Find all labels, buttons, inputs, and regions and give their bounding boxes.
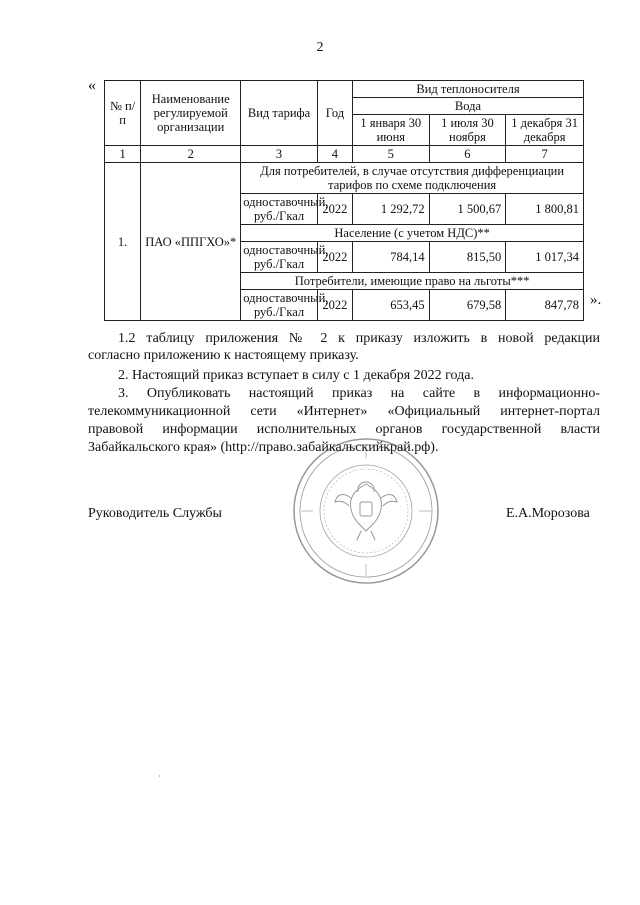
header-period-3: 1 декабря 31 декабря: [506, 115, 584, 146]
value-cell: 1 292,72: [352, 194, 429, 225]
value-cell: 679,58: [429, 290, 506, 321]
tariff-type: одноставочный, руб./Гкал: [241, 290, 318, 321]
paragraph-1-2-line-1: 1.2 таблицу приложения № 2 к приказу изложить в новой редакции: [118, 331, 600, 346]
year-cell: 2022: [317, 290, 352, 321]
paragraph-3-line-4: Забайкальского края» (http://право.забайкальскийкрай.рф).: [88, 440, 439, 455]
paragraph-1-2-line-2: согласно приложению к настоящему приказу.: [88, 348, 359, 363]
header-period-2: 1 июля 30 ноября: [429, 115, 506, 146]
col-number-5: 5: [352, 146, 429, 163]
paragraph-3-line-2: телекоммуникационной сети «Интернет» «Официальный интернет-портал: [88, 404, 600, 419]
opening-quote: «: [88, 77, 96, 94]
signatory-name: Е.А.Морозова: [506, 506, 590, 521]
header-tariff: Вид тарифа: [241, 81, 318, 146]
header-carrier: Вид теплоносителя: [352, 81, 583, 98]
tariff-type: одноставочный, руб./Гкал: [241, 242, 318, 273]
scan-mark: [159, 775, 160, 777]
header-year: Год: [317, 81, 352, 146]
value-cell: 815,50: [429, 242, 506, 273]
paragraph-3-line-3: правовой информации исполнительных органов государственной власти: [88, 422, 600, 437]
official-seal-stamp: [291, 436, 441, 586]
tariff-type: одноставочный, руб./Гкал: [241, 194, 318, 225]
tariff-table: [104, 80, 584, 321]
group-title: Потребители, имеющие право на льготы***: [241, 273, 584, 290]
group-title: Для потребителей, в случае отсутствия дифференциации тарифов по схеме подключения: [241, 163, 584, 194]
value-cell: 1 017,34: [506, 242, 584, 273]
value-cell: 847,78: [506, 290, 584, 321]
value-cell: 1 800,81: [506, 194, 584, 225]
organization-name: ПАО «ППГХО»*: [141, 163, 241, 321]
header-org: Наименование регулируемой организации: [141, 81, 241, 146]
col-number-6: 6: [429, 146, 506, 163]
col-number-4: 4: [317, 146, 352, 163]
year-cell: 2022: [317, 242, 352, 273]
header-period-1: 1 января 30 июня: [352, 115, 429, 146]
paragraph-2: 2. Настоящий приказ вступает в силу с 1 декабря 2022 года.: [118, 368, 474, 383]
col-number-3: 3: [241, 146, 318, 163]
group-title: Население (с учетом НДС)**: [241, 225, 584, 242]
paragraph-3-line-1: 3. Опубликовать настоящий приказ на сайте в информационно-: [118, 386, 600, 401]
page-number: 2: [316, 40, 324, 55]
row-number: 1.: [105, 163, 141, 321]
value-cell: 1 500,67: [429, 194, 506, 225]
signatory-position: Руководитель Службы: [88, 506, 222, 521]
closing-quote: ».: [590, 292, 602, 308]
year-cell: 2022: [317, 194, 352, 225]
header-num: № п/п: [105, 81, 141, 146]
header-water: Вода: [352, 98, 583, 115]
col-number-7: 7: [506, 146, 584, 163]
col-number-2: 2: [141, 146, 241, 163]
col-number-1: 1: [105, 146, 141, 163]
value-cell: 653,45: [352, 290, 429, 321]
value-cell: 784,14: [352, 242, 429, 273]
